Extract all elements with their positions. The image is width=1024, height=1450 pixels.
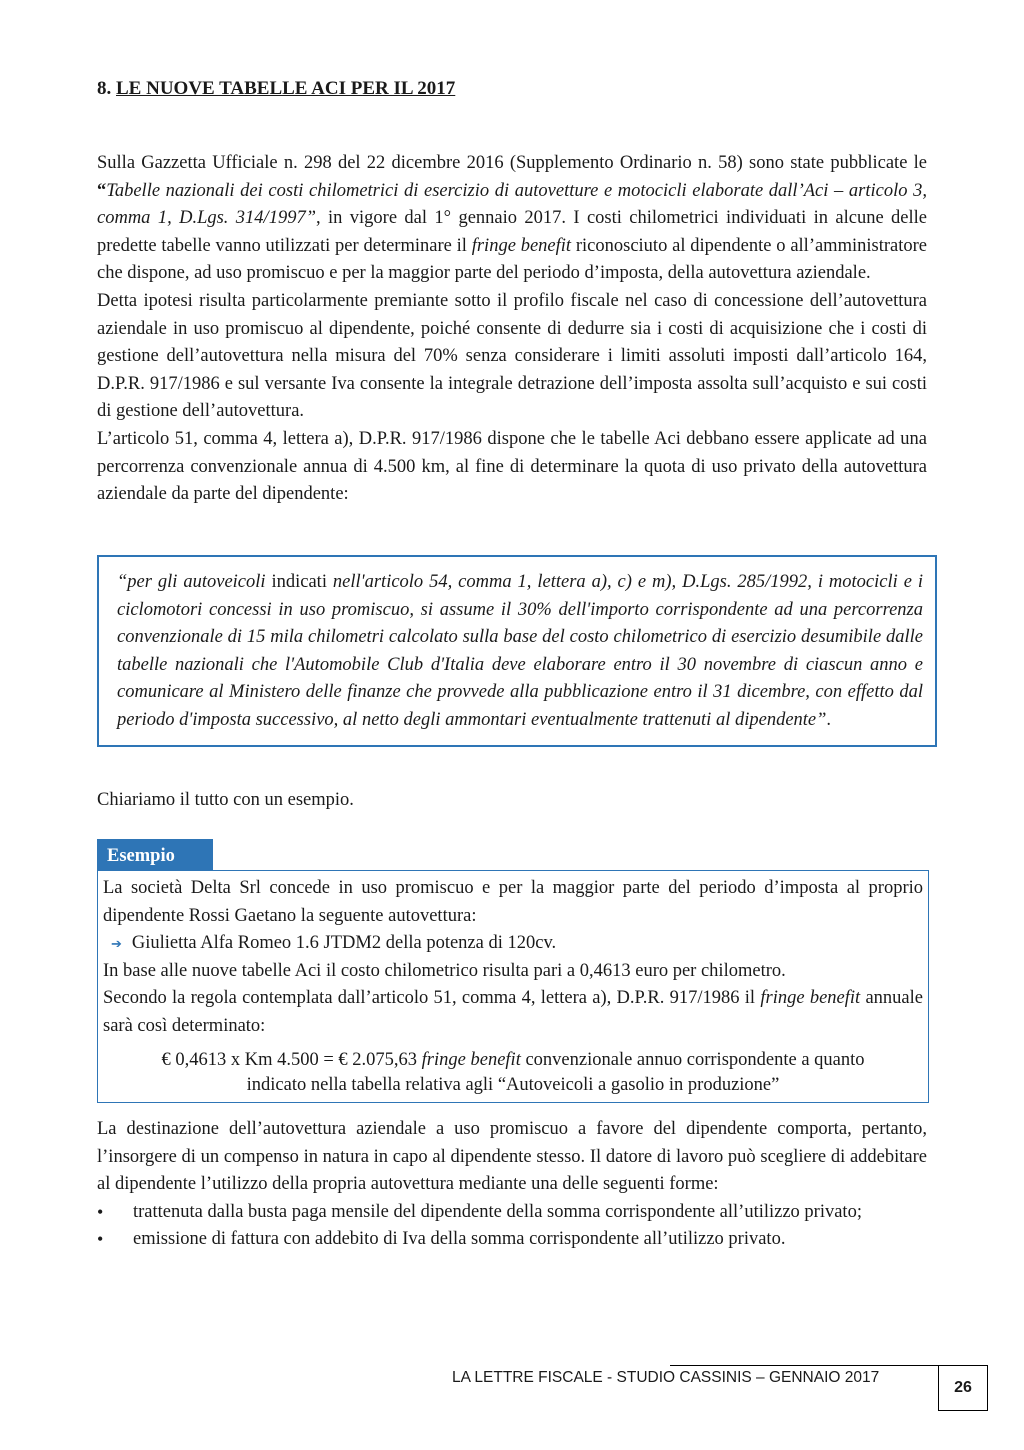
section-number: 8. (97, 78, 116, 99)
calc-part-a: € 0,4613 x Km 4.500 = € 2.075,63 (161, 1049, 422, 1070)
intro-block (97, 150, 927, 509)
list-item (97, 1226, 927, 1254)
quote-part-b: indicati (271, 572, 327, 592)
example-paragraph-1: La società Delta Srl concede in uso promiscuo e per la maggior parte del periodo d’imposta al proprio dipendente Rossi Gaetano la seguente autovettura: (103, 878, 923, 926)
intro-law-title: Tabelle nazionali dei costi chilometrici di esercizio di autovetture e motocicli elaborate dall’Aci – articolo 3, comma 1, D.Lgs. 314/1997” (97, 180, 927, 229)
footer-divider (670, 1365, 938, 1366)
intro-text-2: , in vigore dal 1° gennaio 2017. I costi chilometrici individuati in alcune delle predette tabelle vanno utilizzati per determinare il (97, 208, 927, 256)
intro-text-3: riconosciuto al dipendente o all’amministratore che dispone, ad uso promiscuo e per la maggior parte del periodo d’imposta, della autovettura aziendale. (97, 235, 927, 284)
example-tab: Esempio (97, 839, 213, 870)
example-p3-c: annuale sarà così determinato: (103, 988, 923, 1036)
intro-fringe-benefit: fringe benefit (471, 235, 572, 256)
example-p3-fringe: fringe benefit (760, 988, 861, 1009)
paragraph-2: Detta ipotesi risulta particolarmente premiante sotto il profilo fiscale nel caso di concessione dell’autovettura aziendale in uso promiscuo al dipendente, poiché consente di dedurre sia i costi di acquisizione che i costi di gestione dell’autovettura nella misura del 70% senza considerare i limiti assoluti imposti dall’articolo 164, D.P.R. 917/1986 e sul versante Iva consente la integrale detrazione dell’imposta assolta sull’acquisto e sui costi di gestione dell’autovettura. (97, 290, 927, 422)
quote-text (117, 569, 923, 735)
closing-block (97, 1116, 927, 1254)
example-p3-a: Secondo la regola contemplata dall’articolo 51, comma 4, lettera a), D.P.R. 917/1986 il (103, 988, 761, 1009)
example-paragraph-2: In base alle nuove tabelle Aci il costo chilometrico risulta pari a 0,4613 euro per chilometro. (103, 960, 786, 981)
intro-quote-mark: “ (97, 180, 107, 201)
list-item-text: emissione di fattura con addebito di Iva della somma corrispondente all’utilizzo privato. (133, 1229, 786, 1250)
list-item-text: trattenuta dalla busta paga mensile del dipendente della somma corrispondente all’utilizzo privato; (133, 1201, 862, 1222)
example-calculation (103, 1047, 923, 1075)
arrow-right-icon: ➔ (111, 935, 122, 951)
paragraph-3: L’articolo 51, comma 4, lettera a), D.P.R. 917/1986 dispone che le tabelle Aci debbano essere applicate ad una percorrenza convenzionale annua di 4.500 km, al fine di determinare la quota di uso privato della autovettura aziendale da parte del dipendente: (97, 428, 927, 505)
example-paragraph-3 (103, 985, 923, 1040)
paragraph-4: La destinazione dell’autovettura aziendale a uso promiscuo a favore del dipendente comporta, pertanto, l’insorgere di un compenso in natura in capo al dipendente stesso. Il datore di lavoro può scegliere di addebitare al dipendente l’utilizzo della propria autovettura mediante una delle seguenti forme: (97, 1119, 927, 1195)
example-item (103, 930, 923, 958)
quote-box (97, 555, 937, 747)
example-box (97, 870, 929, 1103)
quote-part-a: “per gli autoveicoli (117, 572, 272, 592)
intro-text: Sulla Gazzetta Ufficiale n. 298 del 22 dicembre 2016 (Supplemento Ordinario n. 58) sono state pubblicate le (97, 153, 927, 173)
example-calculation-line2: indicato nella tabella relativa agli “Autoveicoli a gasolio in produzione” (246, 1075, 780, 1096)
example-item-text: Giulietta Alfa Romeo 1.6 JTDM2 della potenza di 120cv. (131, 933, 557, 954)
intro-paragraph (97, 150, 927, 288)
list-item (97, 1199, 927, 1227)
calc-part-c: convenzionale annuo corrispondente a quanto (520, 1049, 865, 1070)
example-intro: Chiariamo il tutto con un esempio. (97, 790, 354, 810)
calc-fringe: fringe benefit (421, 1049, 521, 1070)
section-title: LE NUOVE TABELLE ACI PER IL 2017 (116, 78, 456, 99)
bullet-icon: • (97, 1201, 104, 1222)
quote-part-c: nell'articolo 54, comma 1, lettera a), c) e m), D.Lgs. 285/1992, i motocicli e i ciclomotori concessi in uso promiscuo, si assume il 30% dell'importo corrispondente ad una percorrenza convenzionale di 15 mila chilometri calcolato sulla base del costo chilometrico di esercizio desumibile dalle tabelle nazionali che l'Automobile Club d'Italia deve elaborare entro il 30 novembre di ciascun anno e comunicare al Ministero delle finanze che provvede alla pubblicazione entro il 31 dicembre, con effetto dal periodo d'imposta successivo, al netto degli ammontari eventualmente trattenuti al dipendente” (117, 572, 923, 730)
footer-text: LA LETTRE FISCALE - STUDIO CASSINIS – GENNAIO 2017 (452, 1369, 880, 1386)
quote-part-d: . (826, 709, 832, 730)
section-heading (97, 78, 455, 100)
bullet-icon: • (97, 1229, 104, 1250)
page-number: 26 (938, 1365, 988, 1411)
